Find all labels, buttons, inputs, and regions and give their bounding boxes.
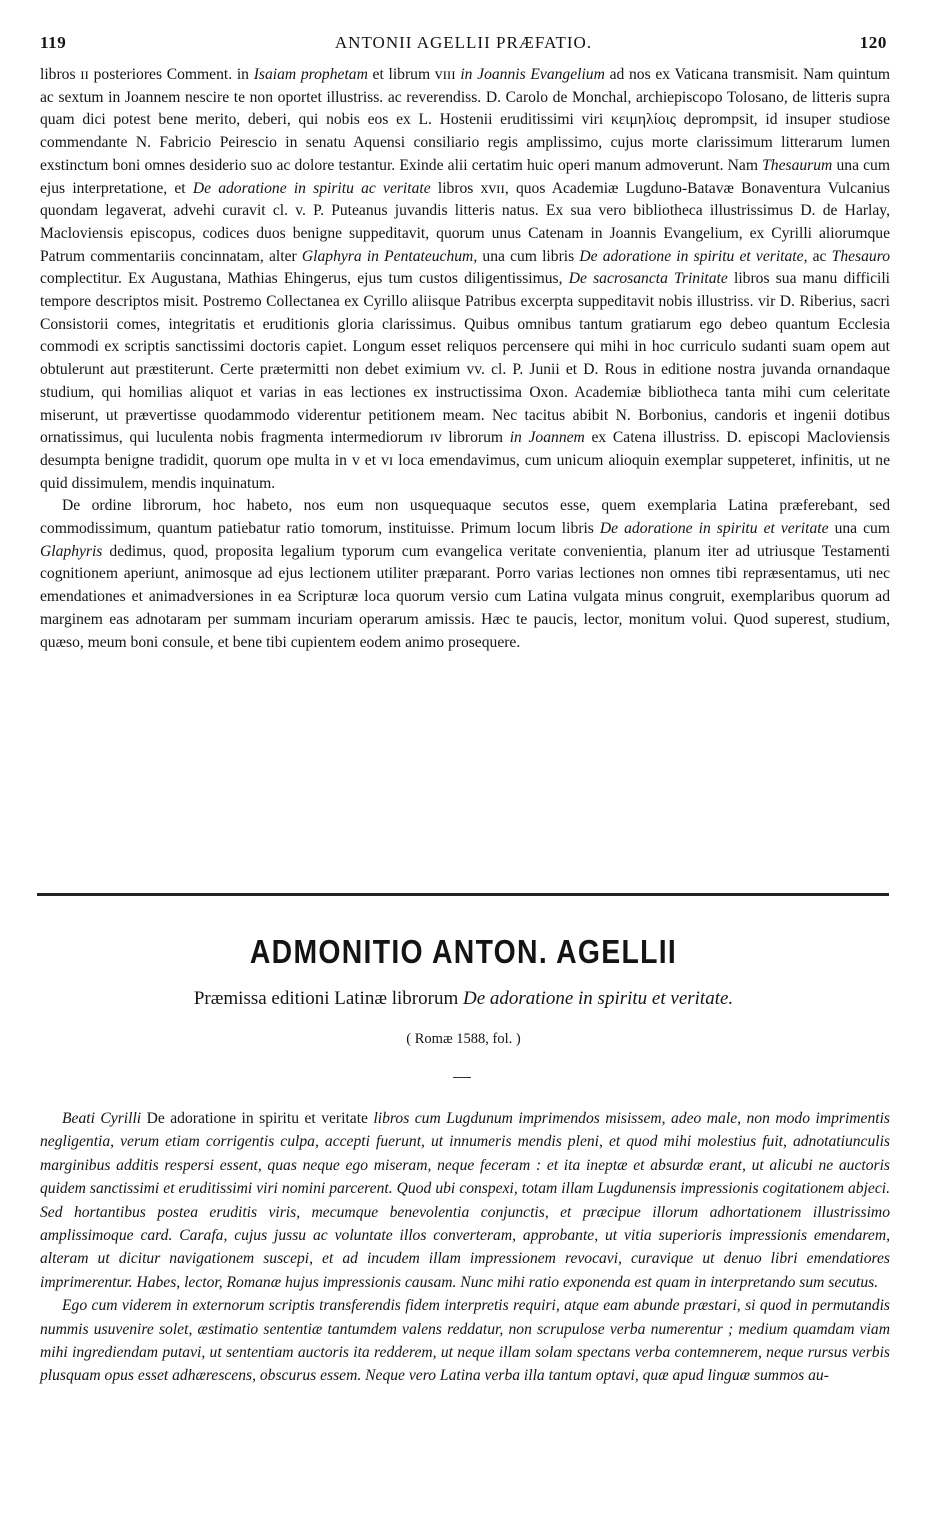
section-divider <box>37 893 889 896</box>
text-run: complectitur. Ex Augustana, Mathias Ehingerus, ejus tum custos diligentissimus, <box>40 270 569 288</box>
text-run: dedimus, quod, proposita legalium typorum cum evangelica veritate convenientia, planum iter ad utriusque Testamenti cognitionem aperiunt, animosque ad ejus lectionem utiliter præparant. Porro varias lectiones non omnes tibi repræsentamus, uti nec emendationes et animadversiones in ea Scripturæ loca quorum versio cum Latina vulgata minus congruit, exemplaribus quorum ad marginem eas adnotaram per summam incuriam operarum amissis. Hæc te paucis, lector, monitum volui. Quod superest, studium, quæso, meum boni consule, et bene tibi cupientem eodem animo prosequere. <box>40 542 890 651</box>
page-number-right: 120 <box>859 33 887 52</box>
running-head <box>40 33 887 57</box>
page-number-left: 119 <box>40 33 67 52</box>
text-run: Glaphyris <box>40 542 103 560</box>
text-run: una cum <box>828 520 890 538</box>
subtitle-plain: Præmissa editioni Latinæ librorum <box>193 988 463 1009</box>
admonitio-text <box>40 1107 890 1388</box>
text-run: et librum ᴠɪɪɪ <box>367 66 461 83</box>
text-run: De adoratione in spiritu et veritate <box>579 247 804 265</box>
short-divider <box>453 1077 471 1078</box>
text-run: Ego cum viderem in externorum scriptis transferendis fidem interpretis requiri, atque eam abunde præstari, si quod in permutandis nummis usuvenire solet, æstimatio sententiæ tantumdem valens reddatur, non scrupulose verba numerentur ; medium quamdam viam mihi ingrediendam putavi, ut sententiam auctoris ita redderem, ut neque illam solam spectans verba contemnerem, neque rursus verbis plusquam opus esset adhærescens, obscurus essem. Neque vero Latina verba illa tantum optavi, quæ apud linguæ summos au- <box>40 1297 890 1385</box>
text-run: Thesaurum <box>762 156 833 174</box>
text-run: Beati Cyrilli <box>62 1110 142 1127</box>
publication-note: ( Romæ 1588, fol. ) <box>406 1031 521 1047</box>
text-run: ad nos ex Vaticana transmisit. Nam quintum ac sextum in Joannem nescire te non oportet illustriss. ac reverendiss. D. Carolo de Monchal, archiepiscopo Tolosano, de litteris supra quam dici potest bene merito, deberi, qui nobis eos ex L. Hostenii eruditissimi viri κειμηλίοις deprompsit, id insuper studiose commendante N. Fabricio Peirescio in senatu Aquensi consiliario regis amplissimo, cujus morte clarissimum litterarum lumen exstinctum boni omnes desiderio suo ac dolore testantur. Exinde alii certatim huic operi manum admoverunt. Nam <box>40 66 891 174</box>
text-run: , una cum libris <box>473 247 580 265</box>
text-run: in Joannem <box>509 429 585 447</box>
text-run: una cum ejus interpretatione, et <box>40 156 890 197</box>
running-title: ANTONII AGELLII PRÆFATIO. <box>334 33 593 52</box>
text-run: Isaiam prophetam <box>253 66 368 83</box>
text-run: De adoratione in spiritu et veritate <box>141 1110 374 1127</box>
text-run: De ordine librorum, hoc habeto, nos eum non usquequaque secutos esse, quem exemplaria Latina præferebant, sed commodissimum, quantum patiebatur ratio tomorum, instituisse. Primum locum libris <box>40 497 890 538</box>
section-subtitle <box>0 988 927 1010</box>
text-run: libros cum Lugdunum imprimendos misissem, adeo male, non modo imprimentis negligentia, verum etiam corrigentis culpa, accepti fuerunt, ut innumeris mendis pleni, et quod mihi molestius fuit, adnotatiunculis marginibus additis respersi essent, quas neque ego miseram, neque feceram : et ita ineptæ et absurdæ erant, ut alicubi ne auctoris quidem sanctissimi et eruditissimi viri nomini parcerent. Quod ubi conspexi, totam illam Lugdunensis impressionis cogitationem abjeci. Sed hortantibus postea eruditis viris, mecumque benevolentia conjunctis, et præcipue illorum adhortationem illustrissimo amplissimoque card. Carafa, cujus jussu ac voluntate illos converteram, approbante, ut vitia superioris impressionis emendarem, alteram ut dicitur navigationem suscepi, et ad incudem illam impressionem revocavi, curavique ut denuo libri emendatiores imprimerentur. Habes, lector, Romanæ hujus impressionis causam. Nunc mihi ratio exponenda est quam in interpretando sum secutus. <box>40 1110 890 1291</box>
text-run: libros ɪɪ posteriores Comment. in <box>40 66 254 83</box>
admonitio-paragraph-1 <box>40 1107 890 1294</box>
text-run: libros sua manu difficili tempore descriptos misit. Postremo Collectanea ex Cyrillo aliisque Patribus excerpta suppeditavit nobis illustriss. vir D. Riberius, sacri Consistorii comes, integritatis et eruditionis gloria clarissimus. Quibus omnibus tantum gratiarum ego debeo quantum Ecclesia commodi ex scriptis sanctissimi doctoris capiet. Longum esset reliquos percensere qui mihi in hoc curriculo sudanti suam opem aut obtulerunt aut præstiterunt. Certe prætermitti non debet eximium vv. cl. P. Junii et D. Rous in editione nostra juvanda ornandaque studium, qui homilias aliquot et varias in eas lectiones ex instructissima Oxon. Academiæ bibliotheca tanta mihi cum celeritate miserunt, ut prævertisse quodammodo viderentur petitionem meam. Nec tacitus abibit N. Borbonius, candoris et ingenii dotibus ornatissimus, qui luculenta nobis fragmenta intermediorum ɪᴠ librorum <box>40 270 891 447</box>
preface-text <box>40 64 890 654</box>
preface-paragraph-1 <box>40 64 890 495</box>
section-title: ADMONITIO ANTON. AGELLII <box>249 933 678 970</box>
text-run: Thesauro <box>831 247 890 265</box>
text-run: libros xᴠɪɪ, quos Academiæ Lugduno-Batavæ Bonaventura Vulcanius quondam legaverat, advehi curavit cl. v. P. Puteanus juvandis litteris natus. Ex sua vero bibliotheca illustrissimus D. de Harlay, Macloviensis episcopus, codices duos benigne suppeditavit, quorum unus Catenam in Joannis Evangelium, ex Cyrilli aliorumque Patrum commentariis concinnatam, alter <box>40 179 890 265</box>
text-run: De sacrosancta Trinitate <box>568 270 728 288</box>
text-run: De adoratione in spiritu et veritate <box>599 520 829 538</box>
text-run: Glaphyra in Pentateuchum <box>301 247 474 265</box>
subtitle-italic: De adoratione in spiritu et veritate. <box>462 988 734 1009</box>
text-run: , ac <box>803 247 832 265</box>
text-run: De adoratione in spiritu ac veritate <box>192 179 431 197</box>
preface-paragraph-2 <box>40 495 890 654</box>
text-run: in Joannis Evangelium <box>460 66 605 83</box>
text-run: ex Catena illustriss. D. episcopi Macloviensis desumpta benigne tradidit, quorum ope multa in ᴠ et ᴠɪ loca emendavimus, cum unicum alioquin exemplar suppeteret, infinitis, ut ne quid dissimulem, mendis inquinatum. <box>40 429 890 492</box>
admonitio-paragraph-2 <box>40 1294 890 1388</box>
